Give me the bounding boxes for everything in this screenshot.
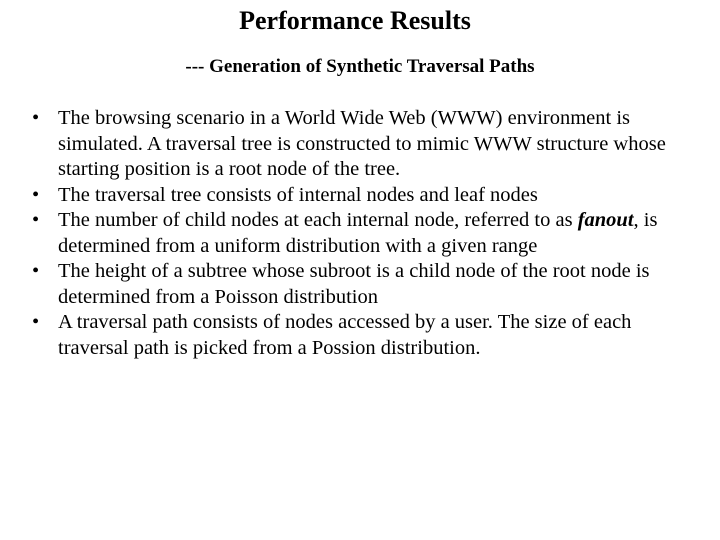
bullet-icon: •	[32, 183, 40, 206]
bullet-text: The traversal tree consists of internal nodes and leaf nodes	[58, 183, 538, 206]
bullet-icon: •	[32, 107, 40, 129]
bullet-list	[32, 106, 702, 361]
bullet-item-simulation	[32, 106, 702, 183]
bullet-text-after: , is determined from a uniform distribution with a given range	[58, 209, 658, 257]
bullet-item-path-size	[32, 310, 702, 361]
fanout-term: fanout	[577, 209, 634, 231]
bullet-text: The height of a subtree whose subroot is a child node of the root node is determined from a Poisson distribution	[58, 260, 650, 308]
bullet-item-node-types	[32, 183, 702, 209]
bullet-icon: •	[32, 260, 40, 282]
bullet-icon: •	[32, 209, 40, 231]
bullet-item-subtree-height	[32, 259, 702, 310]
slide-subtitle: --- Generation of Synthetic Traversal Paths	[185, 56, 535, 77]
bullet-item-fanout	[32, 208, 702, 259]
slide-title: Performance Results	[239, 6, 471, 35]
bullet-text-before: The number of child nodes at each internal node, referred to as	[58, 209, 578, 231]
bullet-icon: •	[32, 311, 40, 333]
bullet-text: The browsing scenario in a World Wide Web (WWW) environment is simulated. A traversal tree is constructed to mimic WWW structure whose starting position is a root node of the tree.	[58, 107, 666, 180]
bullet-text: A traversal path consists of nodes accessed by a user. The size of each traversal path is picked from a Possion distribution.	[58, 311, 632, 359]
